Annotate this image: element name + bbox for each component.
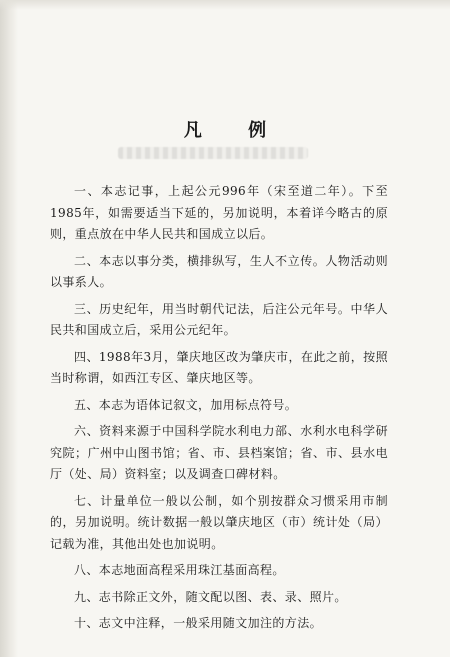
- note-paragraph-1: 一、本志记事，上起公元996年（宋至道二年）。下至1985年，如需要适当下延的，另加说明，本着详今略古的原则，重点放在中华人民共和国成立以后。: [50, 184, 388, 241]
- note-paragraph-10: 十、志文中注释，一般采用随文加注的方法。: [74, 616, 323, 630]
- note-paragraph-3: 三、历史纪年，用当时朝代记法，后注公元年号。中华人民共和国成立后，采用公元纪年。: [50, 301, 388, 337]
- scan-shadow-top: [0, 0, 450, 10]
- note-paragraph-4: 四、1988年3月，肇庆地区改为肇庆市，在此之前，按照当时称谓，如西江专区、肇庆地区等。: [50, 349, 388, 385]
- page-title: 凡 例: [183, 120, 287, 141]
- notes-body: [50, 181, 388, 640]
- note-paragraph-9: 九、志书除正文外，随文配以图、表、录、照片。: [74, 589, 347, 604]
- note-paragraph-2: 二、本志以事分类，横排纵写，生人不立传。人物活动则以事系人。: [50, 253, 388, 289]
- note-paragraph-6: 六、资料来源于中国科学院水利电力部、水利水电科学研究院；广州中山图书馆；省、市、县档案馆；省、市、县水电厅（处、局）资料室；以及调查口碑材料。: [50, 424, 388, 481]
- scan-shadow-left: [0, 0, 18, 657]
- note-paragraph-5: 五、本志为语体记叙文，加用标点符号。: [74, 397, 298, 412]
- note-paragraph-8: 八、本志地面高程采用珠江基面高程。: [74, 563, 285, 577]
- note-paragraph-7: 七、计量单位一般以公制，如个别按群众习惯采用市制的，另加说明。统计数据一般以肇庆地区（市）统计处（局）记载为准，其他出处也加说明。: [50, 493, 388, 551]
- faded-text-smudge: [118, 147, 308, 159]
